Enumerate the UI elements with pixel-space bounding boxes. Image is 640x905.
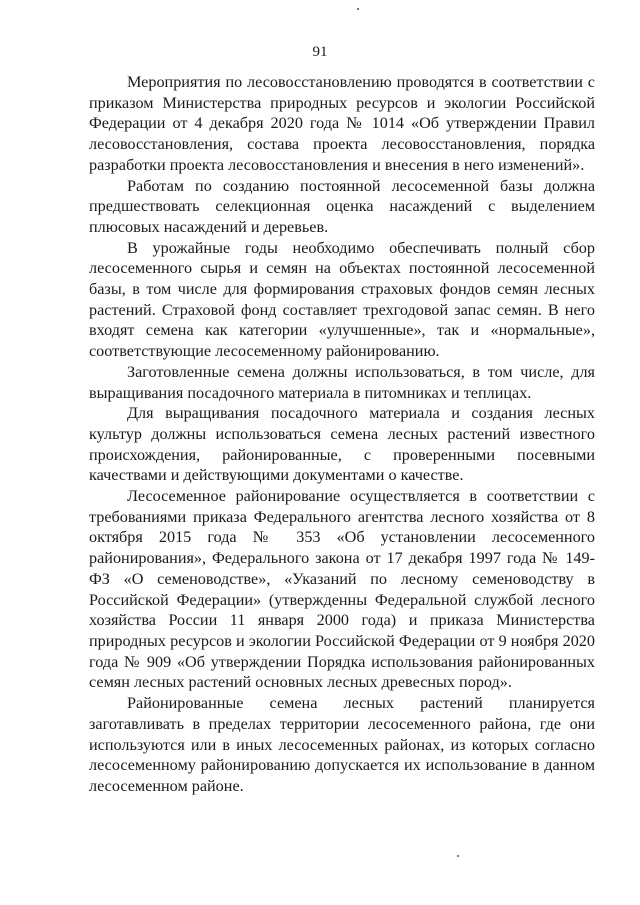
scan-speck <box>357 8 359 10</box>
paragraph: Работам по созданию постоянной лесосеменной базы должна предшествовать селекционная оценка насаждений с выделением плюсовых насаждений и деревьев. <box>89 176 595 236</box>
paragraph: В урожайные годы необходимо обеспечивать полный сбор лесосеменного сырья и семян на объектах постоянной лесосеменной базы, в том числе для формирования страховых фондов семян лесных растений. Страховой фонд составляет трехгодовой запас семян. В него входят семена как категории «улучшенные», так и «нормальные», соответствующие лесосеменному районированию. <box>89 238 595 361</box>
page-number: 91 <box>312 44 328 60</box>
paragraph: Заготовленные семена должны использоваться, в том числе, для выращивания посадочного материала в питомниках и теплицах. <box>89 362 595 402</box>
scan-speck <box>457 855 459 857</box>
paragraph: Мероприятия по лесовосстановлению проводятся в соответствии с приказом Министерства природных ресурсов и экологии Российской Федерации от 4 декабря 2020 года № 1014 «Об утверждении Правил лесовосстановления, состава проекта лесовосстановления, порядка разработки проекта лесовосстановления и внесения в него изменений». <box>89 73 595 174</box>
paragraph: Для выращивания посадочного материала и создания лесных культур должны использоваться семена лесных растений известного происхождения, районированные, с проверенными посевными качествами и действующими документами о качестве. <box>89 404 595 485</box>
body-text <box>89 72 595 797</box>
paragraph: Лесосеменное районирование осуществляется в соответствии с требованиями приказа Федерального агентства лесного хозяйства от 8 октября 2015 года № 353 «Об установлении лесосеменного районирования», Федерального закона от 17 декабря 1997 года № 149-ФЗ «О семеноводстве», «Указаний по лесному семеноводству в Российской Федерации» (утвержденны Федеральной службой лесного хозяйства России 11 января 2000 года) и приказа Министерства природных ресурсов и экологии Российской Федерации от 9 ноября 2020 года № 909 «Об утверждении Порядка использования районированных семян лесных растений основных лесных древесных пород». <box>89 487 595 692</box>
paragraph: Районированные семена лесных растений планируется заготавливать в пределах территории лесосеменного района, где они используются или в иных лесосеменных районах, из которых согласно лесосеменному районированию допускается их использование в данном лесосеменном районе. <box>89 694 595 795</box>
